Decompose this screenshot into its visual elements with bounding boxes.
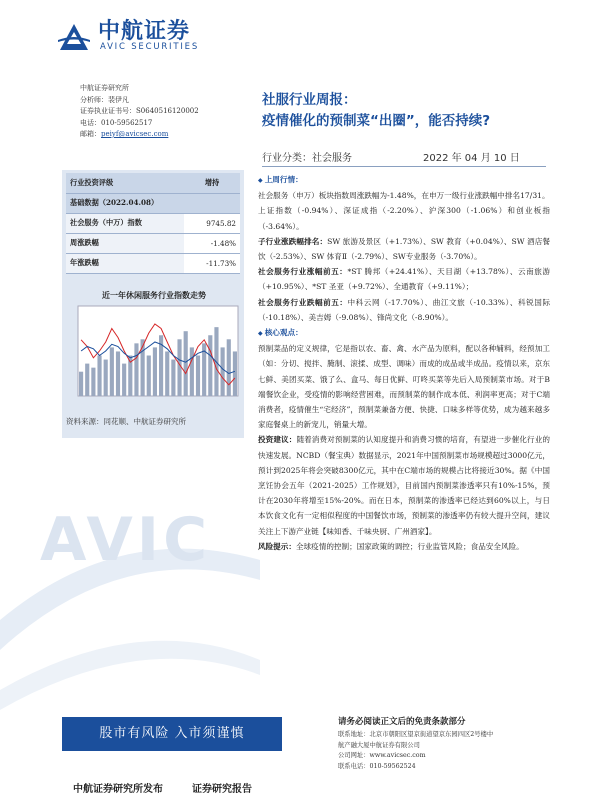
volume-bar <box>208 335 212 396</box>
report-title-line2: 疫情催化的预制菜“出圈”，能否持续? <box>262 113 491 129</box>
volume-bar <box>227 339 231 396</box>
basic-data-label: 基础数据（2022.04.08） <box>66 193 240 213</box>
firm-line: 中航证券研究所 <box>80 84 129 92</box>
paragraph-lead: 社会服务行业涨幅前五： <box>258 267 348 277</box>
paragraph-text: 随着消费对预制菜的认知度提升和消费习惯的培育，有望进一步催化行业的快速发展。NCBD（餐宝典）数据显示，2021年中国预制菜市场规模超过3000亿元，预计到2025年将会突破8300亿元，其中在C端市场的规模占比将接近30%。据《中国烹饪协会五年（2021-2025）工作规划》，目前国内预制菜渗透率只有10%-15%，预计在2030年将增至15%-20%。而在日本，预制菜的渗透率已经达到60%以上，与日本饮食文化有一定相似程度的中国餐饮市场，预制菜的渗透率仍有较大提升空间，建议关注上下游产业链【味知香、千味央厨、广州酒家】。 <box>258 435 551 536</box>
paragraph <box>258 539 550 554</box>
volume-bar <box>196 356 200 397</box>
volume-bar <box>184 331 188 396</box>
volume-bar <box>79 372 83 396</box>
volume-bar <box>141 339 145 396</box>
watermark-swoosh <box>0 440 260 740</box>
volume-bar <box>91 368 95 396</box>
firm-line: 电话：010-59562517 <box>80 118 153 127</box>
logo-text-cn: 中航证券 <box>98 19 191 44</box>
rating-value: 增持 <box>184 173 240 193</box>
index-trend-chart <box>64 302 242 412</box>
report-title-line1: 社服行业周报： <box>262 92 357 108</box>
paragraph: 社会服务（申万）板块指数周涨跌幅为-1.48%，在申万一级行业涨跌幅中排名17/31。 <box>258 191 550 201</box>
volume-bar <box>153 347 157 396</box>
plot-area <box>78 306 238 396</box>
contact-line[interactable]: 公司网址：www.avicsec.com <box>338 752 426 759</box>
chart-source: 资料来源：同花顺、中航证券研究所 <box>66 417 186 426</box>
paragraph <box>258 234 550 264</box>
volume-bar <box>116 351 120 396</box>
volume-bar <box>190 347 194 396</box>
paragraph-text: SW 旅游及景区（+1.73%）、SW 教育（+0.04%）、SW 酒店餐饮（-2.53%）、SW 体育Ⅱ（-2.79%）、SW专业服务（-3.70%）。 <box>258 236 550 262</box>
analyst-info <box>80 83 199 141</box>
title-divider <box>262 166 546 167</box>
volume-bar <box>221 347 225 396</box>
paragraph-text: 全球疫情的控制；国家政策的调控；行业监管风险；食品安全风险。 <box>295 541 524 551</box>
volume-bar <box>110 347 114 396</box>
volume-bar <box>97 356 101 397</box>
row-value: -11.73% <box>184 253 240 273</box>
rating-label: 行业投资评级 <box>66 173 184 193</box>
volume-bar <box>104 360 108 396</box>
volume-bar <box>122 364 126 396</box>
volume-bar <box>165 351 169 396</box>
paragraph-lead: 社会服务行业跌幅前五： <box>258 297 348 307</box>
section-heading-views: ◆ 核心观点： <box>258 325 550 341</box>
avic-logo-icon <box>58 22 90 52</box>
row-value: 9745.82 <box>184 213 240 233</box>
paragraph-lead: 子行业涨跌幅排名： <box>258 236 328 246</box>
volume-bar <box>147 356 151 397</box>
table-row <box>66 233 240 253</box>
report-body <box>258 172 550 554</box>
industry-category: 行业分类：社会服务 <box>262 153 352 164</box>
publisher-label: 中航证券研究所发布 <box>73 784 163 795</box>
section-heading-market: ◆ 上周行情： <box>258 172 550 188</box>
paragraph: 预制菜品的定义规律，它是指以农、畜、禽、水产品为原料，配以各种辅料，经预加工（如：分切、搅拌、腌制、滚揉、成型、调味）而成的成品或半成品。疫情以来，京东七鲜、美团买菜、饿了么、盒马、每日优鲜、叮咚买菜等先后入局预制菜市场。对于B端餐饮企业，受疫情的影响经营困难，而预制菜的制作成本低、利润率更高；对于C端消费者，疫情催生“宅经济”，预制菜兼备方便、快捷、口味多样等优势，成为越来越多家庭餐桌上的新宠儿，销量大增。 <box>258 344 550 430</box>
volume-bar <box>177 339 181 396</box>
row-label: 年涨跌幅 <box>66 253 184 273</box>
contact-info <box>338 730 548 772</box>
firm-line: 分析师：裴伊凡 <box>80 95 129 104</box>
paragraph-lead: 投资建议： <box>258 435 297 445</box>
email-link[interactable]: peiyf@avicsec.com <box>101 130 169 138</box>
report-type-label: 证券研究报告 <box>192 784 252 795</box>
paragraph <box>258 264 550 294</box>
rating-table <box>66 173 240 274</box>
paragraph-text: 中科云网（-17.70%）、曲江文旅（-10.33%）、科锐国际（-10.18%）、美吉姆（-9.08%）、锋尚文化（-8.90%）。 <box>258 297 550 322</box>
table-row <box>66 253 240 273</box>
paragraph-lead: 风险提示： <box>258 541 296 551</box>
table-row <box>66 173 240 193</box>
row-label: 社会服务（中万）指数 <box>66 213 184 233</box>
volume-bar <box>134 343 138 396</box>
firm-line: 证券执业证书号：S0640516120002 <box>80 107 199 115</box>
email-label: 邮箱： <box>80 130 101 138</box>
logo-text-en: AVIC SECURITIES <box>100 42 200 52</box>
table-row <box>66 213 240 233</box>
paragraph-text: *ST 腾邦（+24.41%）、天目湖（+13.78%）、云南旅游（+10.95%）、*ST 圣亚（+9.72%）、全通教育（+9.11%）； <box>258 267 551 292</box>
volume-bar <box>85 364 89 396</box>
paragraph <box>258 295 550 325</box>
chart-title: 近一年休闲服务行业指数走势 <box>102 291 206 300</box>
disclaimer-notice: 请务必阅读正文后的免责条款部分 <box>338 717 466 727</box>
avic-watermark: AVIC <box>40 505 212 575</box>
contact-line: 联系地址：北京市朝阳区望京街道望京东园四区2号楼中 <box>338 731 494 738</box>
row-value: -1.48% <box>184 233 240 253</box>
paragraph: 上证指数（-0.94%）、深证成指（-2.20%）、沪深300（-1.06%）和创业板指（-3.64%）。 <box>258 206 550 231</box>
volume-bar <box>233 351 237 396</box>
paragraph <box>258 432 550 538</box>
email-line <box>80 129 199 141</box>
volume-bar <box>171 360 175 396</box>
row-label: 周涨跌幅 <box>66 233 184 253</box>
contact-line: 联系电话：010-59562524 <box>338 762 416 770</box>
risk-warning-banner: 股市有风险 入市须谨慎 <box>62 717 282 751</box>
report-date: 2022 年 04 月 10 日 <box>423 153 520 164</box>
contact-line: 航产融大厦中航证券有限公司 <box>338 741 420 749</box>
table-row <box>66 193 240 213</box>
